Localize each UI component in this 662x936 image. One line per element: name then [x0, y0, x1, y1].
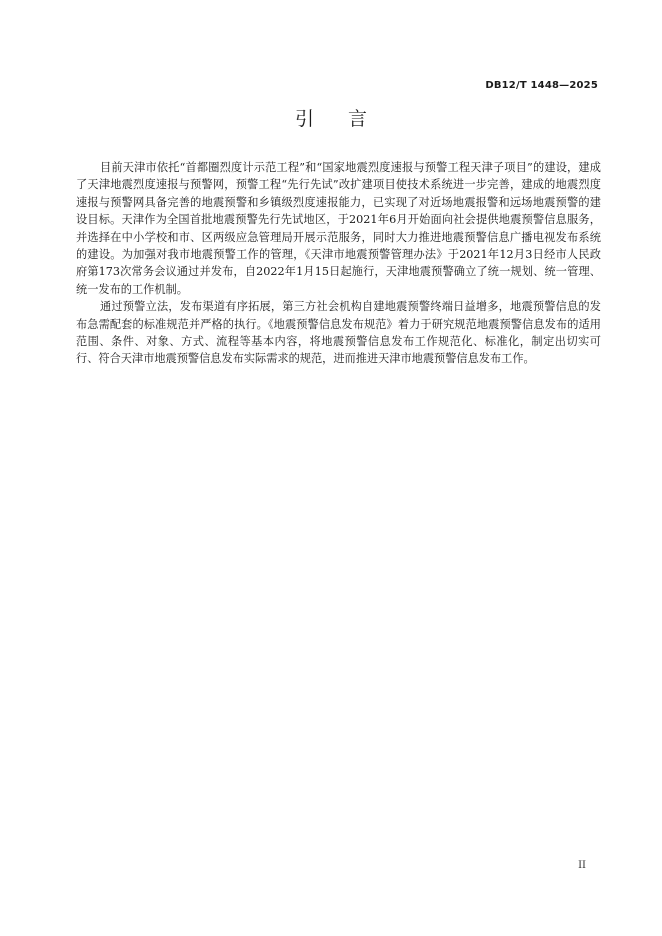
paragraph-1: 目前天津市依托“首都圈烈度计示范工程”和“国家地震烈度速报与预警工程天津子项目”的建设，建成了天津地震烈度速报与预警网，预警工程“先行先试”改扩建项目使技术系统进一步完善，建成的地震烈度速报与预警网具备完善的地震预警和乡镇级烈度速报能力，已实现了对近场地震报警和远场地震预警的建设目标。天津作为全国首批地震预警先行先试地区，于2021年6月开始面向社会提供地震预警信息服务，并选择在中小学校和市、区两级应急管理局开展示范服务，同时大力推进地震预警信息广播电视发布系统的建设。为加强对我市地震预警工作的管理，《天津市地震预警管理办法》于2021年12月3日经市人民政府第173次常务会议通过并发布，自2022年1月15日起施行，天津地震预警确立了统一规划、统一管理、统一发布的工作机制。 [76, 161, 601, 296]
page-title: 引言 [294, 108, 401, 130]
page-number: II [578, 860, 586, 871]
paragraph-2: 通过预警立法，发布渠道有序拓展，第三方社会机构自建地震预警终端日益增多，地震预警信息的发布急需配套的标准规范并严格的执行。《地震预警信息发布规范》着力于研究规范地震预警信息发布的适用范围、条件、对象、方式、流程等基本内容，将地震预警信息发布工作规范化、标准化，制定出切实可行、符合天津市地震预警信息发布实际需求的规范，进而推进天津市地震预警信息发布工作。 [76, 300, 601, 366]
document-code: DB12/T 1448—2025 [485, 80, 598, 91]
body-text [76, 159, 601, 368]
